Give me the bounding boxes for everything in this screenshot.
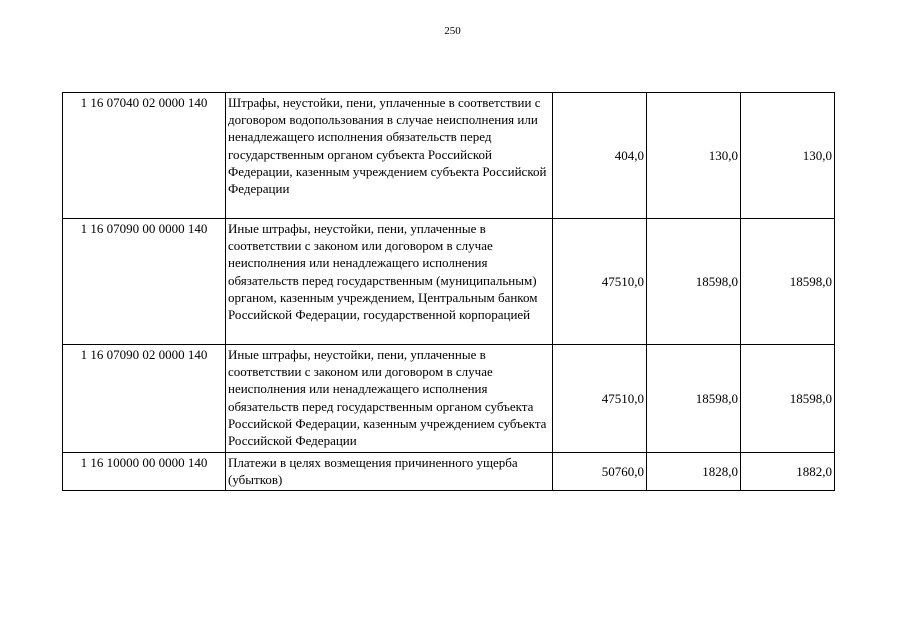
row-code: 1 16 07090 02 0000 140 (63, 345, 226, 453)
row-value-1: 47510,0 (553, 345, 647, 453)
row-value-3: 130,0 (741, 93, 835, 219)
row-code: 1 16 07040 02 0000 140 (63, 93, 226, 219)
row-value-3: 18598,0 (741, 219, 835, 345)
table-row (63, 219, 835, 345)
row-name: Штрафы, неустойки, пени, уплаченные в соответствии с договором водопользования в случае неисполнения или ненадлежащего исполнения обязательств перед государственным органом субъекта Российской Федерации, казенным учреждением субъекта Российской Федерации (226, 93, 553, 219)
row-value-2: 18598,0 (647, 345, 741, 453)
table-row (63, 93, 835, 219)
budget-table (62, 92, 835, 491)
row-value-3: 18598,0 (741, 345, 835, 453)
table-row (63, 345, 835, 453)
row-code: 1 16 07090 00 0000 140 (63, 219, 226, 345)
row-value-2: 1828,0 (647, 453, 741, 491)
row-value-2: 130,0 (647, 93, 741, 219)
page-number: 250 (444, 25, 461, 37)
row-code: 1 16 10000 00 0000 140 (63, 453, 226, 491)
row-name: Платежи в целях возмещения причиненного ущерба (убытков) (226, 453, 553, 491)
row-name: Иные штрафы, неустойки, пени, уплаченные в соответствии с законом или договором в случае неисполнения или ненадлежащего исполнения обязательств перед государственным (муниципальным) органом, казенным учреждением, Центральным банком Российской Федерации, государственной корпорацией (226, 219, 553, 345)
row-value-3: 1882,0 (741, 453, 835, 491)
row-name: Иные штрафы, неустойки, пени, уплаченные в соответствии с законом или договором в случае неисполнения или ненадлежащего исполнения обязательств перед государственным органом субъекта Российской Федерации, казенным учреждением субъекта Российской Федерации (226, 345, 553, 453)
row-value-1: 50760,0 (553, 453, 647, 491)
row-value-2: 18598,0 (647, 219, 741, 345)
row-value-1: 404,0 (553, 93, 647, 219)
table-row (63, 453, 835, 491)
row-value-1: 47510,0 (553, 219, 647, 345)
